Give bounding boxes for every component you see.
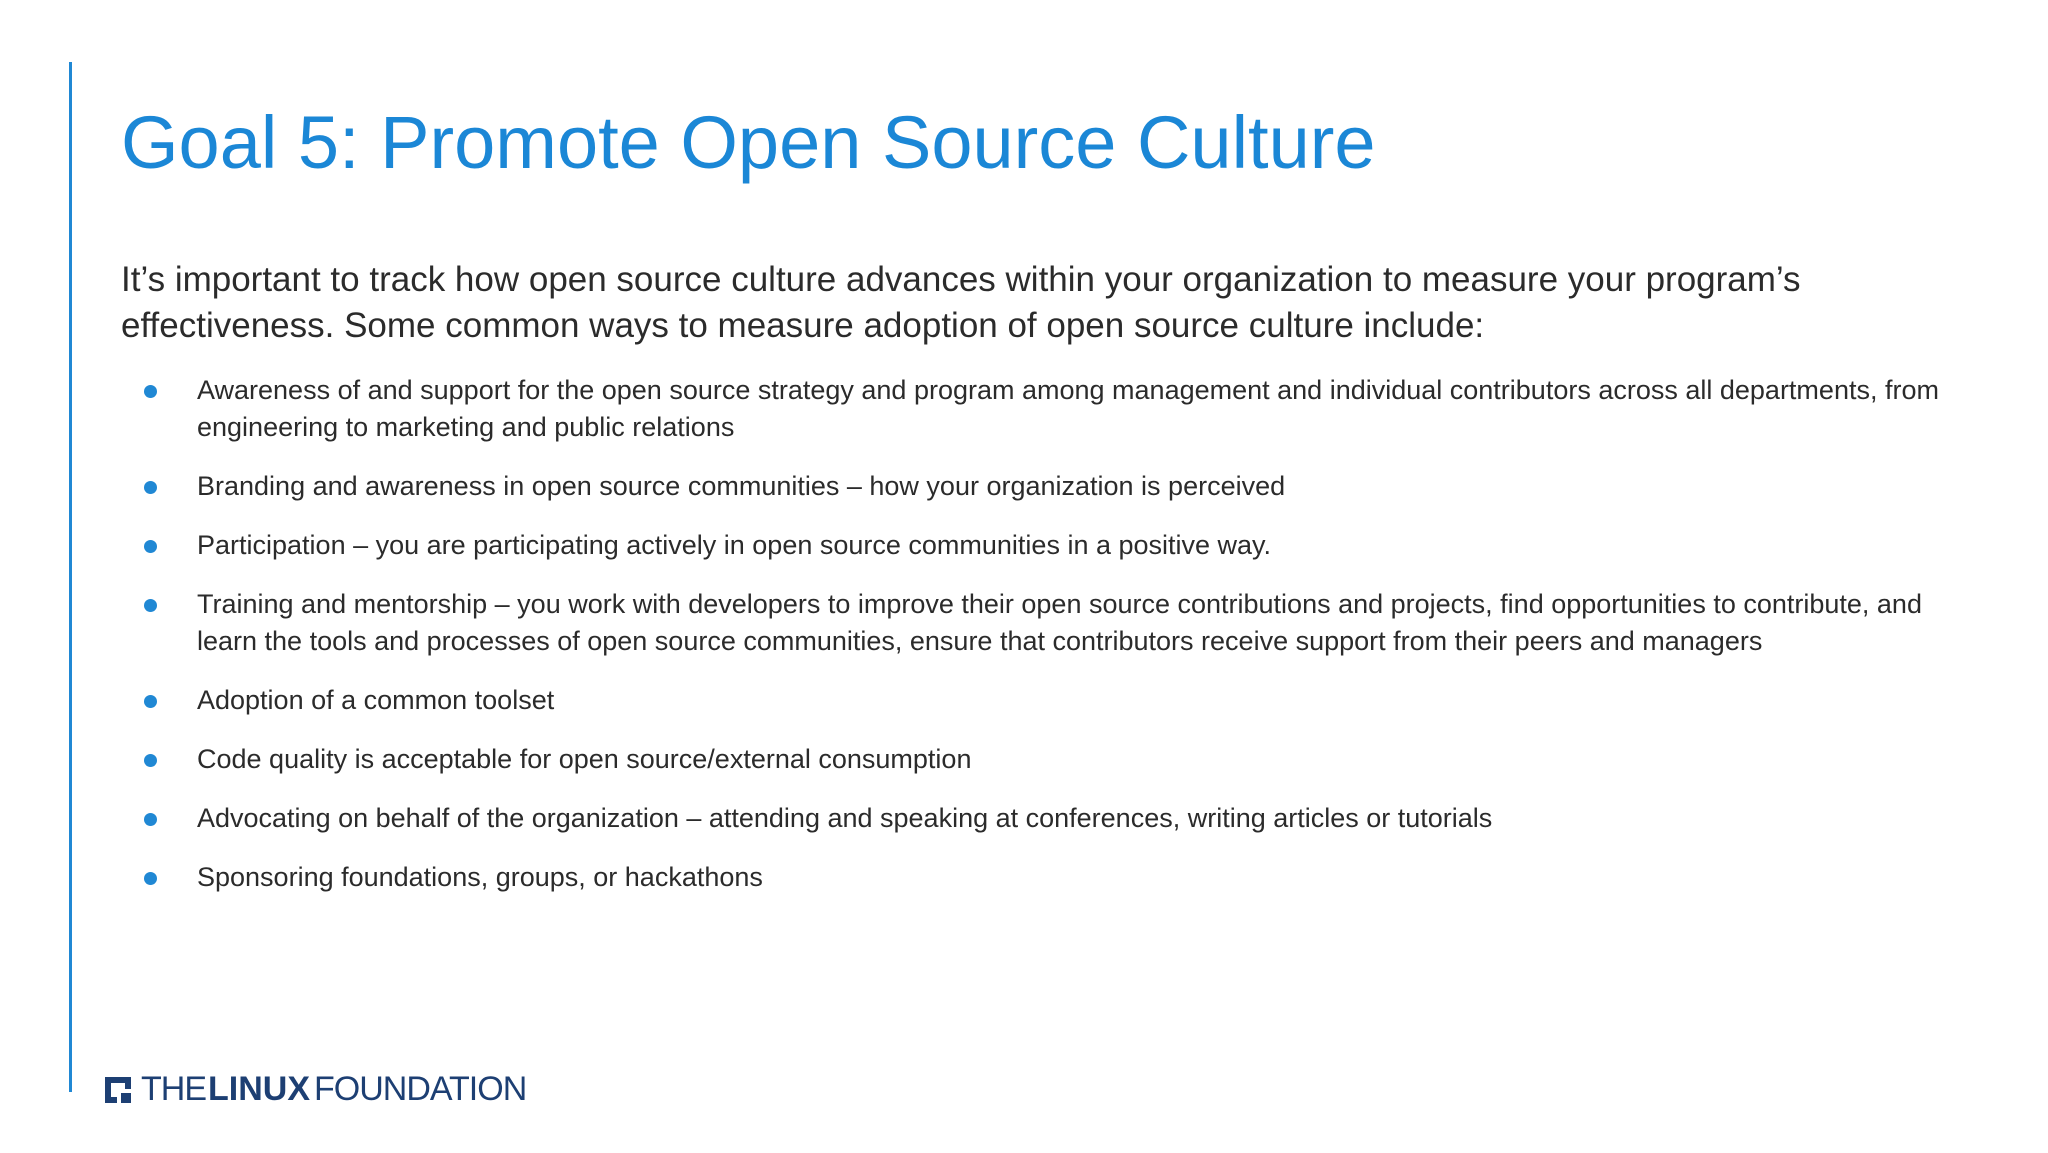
bullet-dot-icon: [144, 481, 157, 494]
logo-linux-text: LINUX: [208, 1070, 310, 1108]
bullet-dot-icon: [144, 385, 157, 398]
bullet-item: [121, 586, 1941, 660]
bullet-list: [121, 372, 1941, 918]
bullet-item: [121, 859, 1941, 896]
linux-foundation-logo: [103, 1070, 526, 1109]
bullet-item: [121, 468, 1941, 505]
linux-foundation-mark-icon: [103, 1075, 133, 1105]
bullet-dot-icon: [144, 695, 157, 708]
bullet-dot-icon: [144, 813, 157, 826]
bullet-text: Advocating on behalf of the organization – attending and speaking at conferences, writing articles or tutorials: [197, 803, 1493, 833]
bullet-text: Code quality is acceptable for open source/external consumption: [197, 744, 972, 774]
accent-rule: [69, 62, 72, 1092]
slide-title: Goal 5: Promote Open Source Culture: [121, 101, 1376, 184]
bullet-dot-icon: [144, 599, 157, 612]
bullet-text: Adoption of a common toolset: [197, 685, 555, 715]
bullet-item: [121, 682, 1941, 719]
logo-foundation-text: FOUNDATION: [314, 1070, 527, 1108]
bullet-text: Branding and awareness in open source communities – how your organization is perceived: [197, 471, 1286, 501]
bullet-text: Awareness of and support for the open source strategy and program among management and individual contributors across all departments, from engineering to marketing and public relations: [197, 375, 1939, 442]
bullet-item: [121, 741, 1941, 778]
bullet-item: [121, 527, 1941, 564]
bullet-item: [121, 372, 1941, 446]
bullet-dot-icon: [144, 872, 157, 885]
bullet-text: Sponsoring foundations, groups, or hackathons: [197, 862, 763, 892]
bullet-dot-icon: [144, 540, 157, 553]
bullet-dot-icon: [144, 754, 157, 767]
bullet-text: Participation – you are participating actively in open source communities in a positive way.: [197, 530, 1272, 560]
intro-paragraph: It’s important to track how open source culture advances within your organization to measure your program’s effectiveness. Some common ways to measure adoption of open source culture include:: [121, 260, 1801, 345]
bullet-item: [121, 800, 1941, 837]
bullet-text: Training and mentorship – you work with developers to improve their open source contributions and projects, find opportunities to contribute, and learn the tools and processes of open source communities, ensure that contributors receive support from their peers and managers: [197, 589, 1922, 656]
logo-the-text: THE: [141, 1070, 206, 1108]
